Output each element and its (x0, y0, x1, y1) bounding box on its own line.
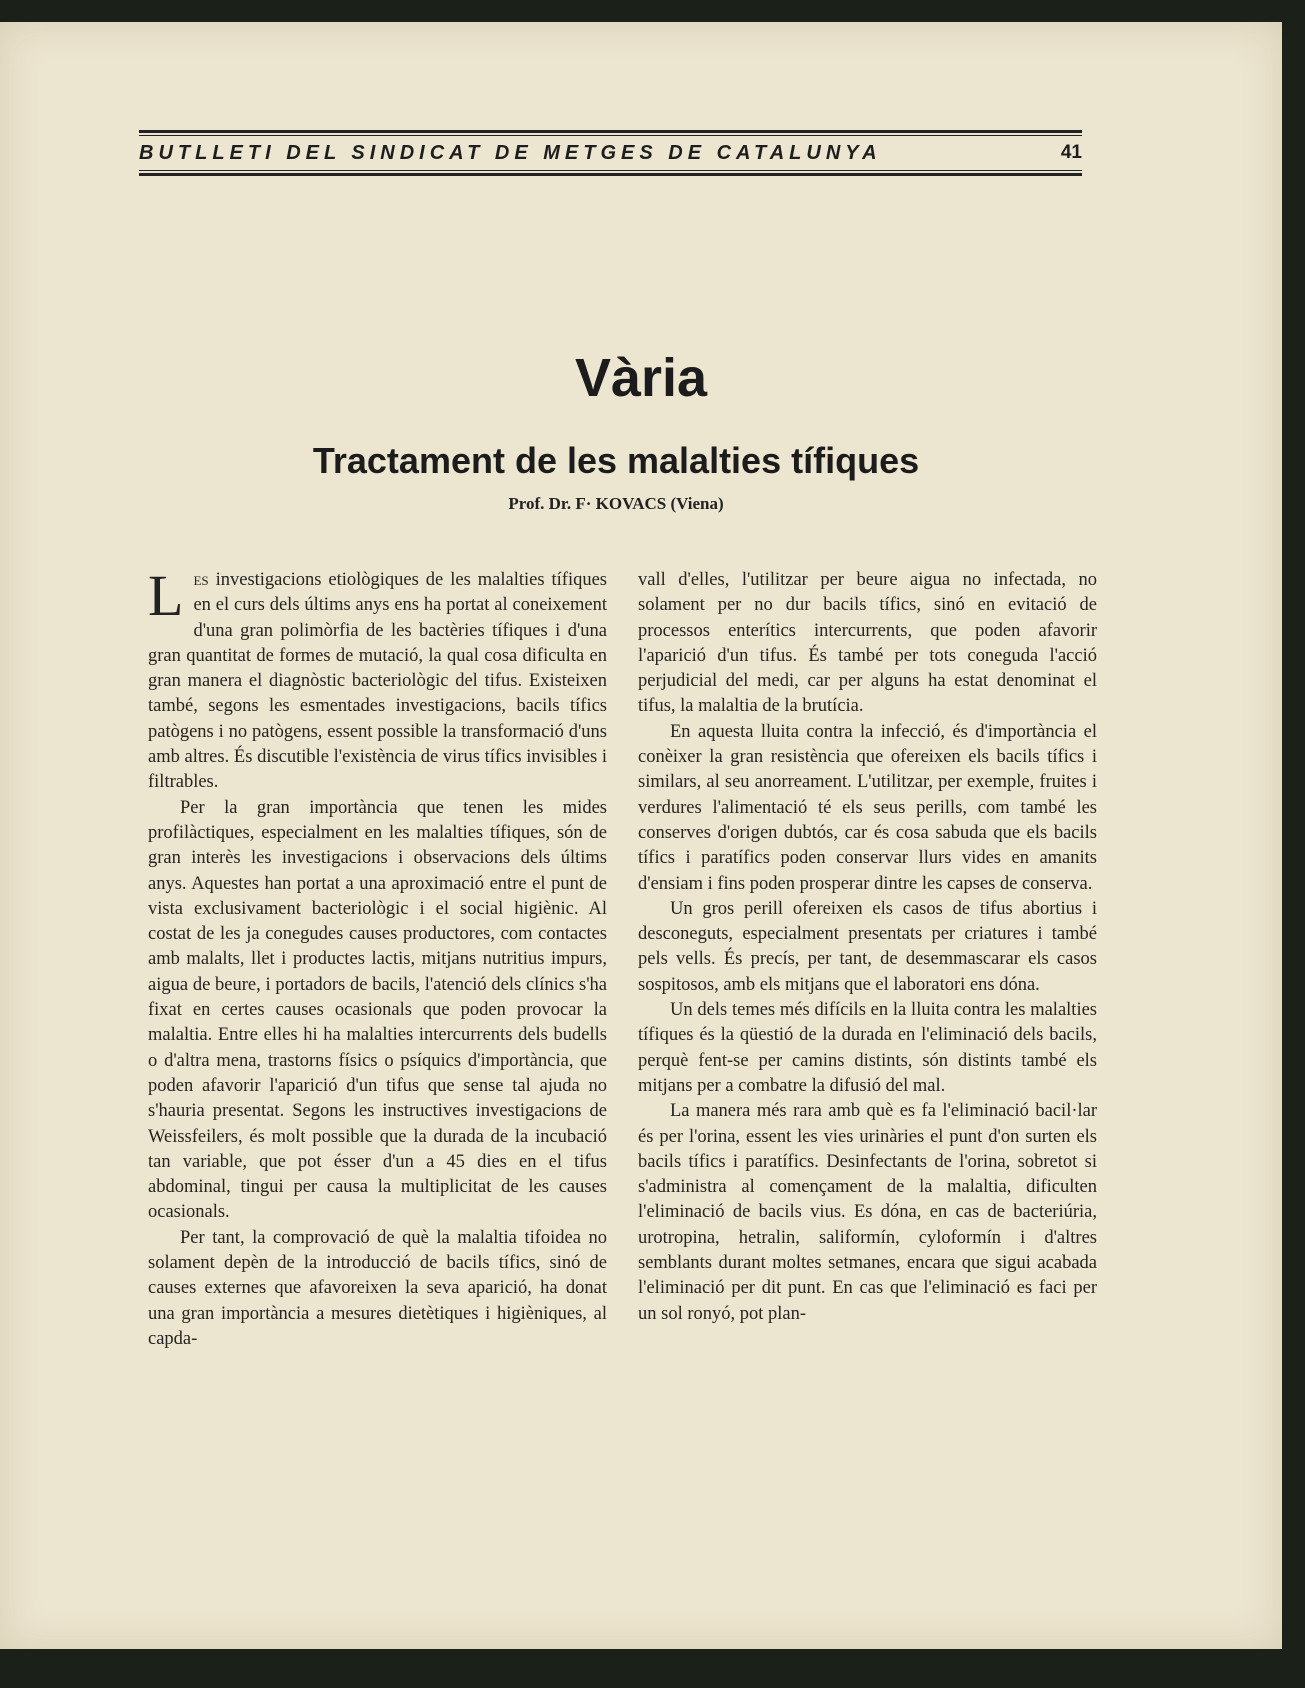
header-rule-top (139, 130, 1082, 133)
text-column-right (638, 568, 1097, 1327)
page-number: 41 (1060, 142, 1082, 163)
header-rule-bottom (139, 173, 1082, 176)
header-row (139, 136, 1082, 170)
paragraph: Un gros perill ofereixen els casos de tifus abortius i desconeguts, especialment presentats per criatures i també pels vells. És precís, per tant, de desemmascarar els casos sospitosos, amb els mitjans que el laboratori ens dóna. (638, 898, 1097, 995)
paragraph: vall d'elles, l'utilitzar per beure aigua no infectada, no solament per no dur bacils tífics, sinó en evitació de processos enterítics intercurrents, que poden afavorir l'aparició d'un tifus. És també per tots coneguda l'acció perjudicial del medi, car per alguns ha estat denominat el tifus, la malaltia de la brutícia. (638, 570, 1097, 717)
section-title: Vària (574, 348, 708, 408)
paragraph (148, 563, 608, 796)
paragraph: Per la gran importància que tenen les mides profilàctiques, especialment en les malalties tífiques, són de gran interès les investigacions i observacions dels últims anys. Aquestes han portat a una aproximació entre el punt de vista exclusivament bacteriològic i el social higiènic. Al costat de les ja conegudes causes productores, com contactes amb malalts, llet i productes lactis, mitjans nutritius impurs, aigua de beure, i portadors de bacils, l'atenció dels clínics s'ha fixat en certes causes ocasionals que poden provocar la malaltia. Entre elles hi ha malalties intercurrents dels budells o d'altra mena, trastorns físics o psíquics d'importància, que poden afavorir l'aparició d'un tifus que sense tal ajuda no s'hauria presentat. Segons les instructives investigacions de Weissfeilers, és molt possible que la durada de la incubació tan variable, que pot ésser d'un a 45 dies en el tifus abdominal, tingui per causa la multiplicitat de les causes ocasionals. (148, 797, 607, 1223)
journal-title: BUTLLETI DEL SINDICAT DE METGES DE CATALUNYA (139, 141, 882, 164)
paragraph: En aquesta lluita contra la infecció, és d'importància el conèixer la gran resistència que ofereixen els bacils tífics i similars, al seu anorreament. L'utilitzar, per exemple, fruites i verdures l'alimentació té els seus perills, com també les conserves d'origen dubtós, car és cosa sabuda que els bacils tífics i paratífics poden conservar llurs vides en amanits d'ensiam i fins poden prosperar dintre les capses de conserva. (638, 721, 1097, 894)
paragraph-text: investigacions etiològiques de les malalties tífiques en el curs dels últims anys ens ha portat al coneixement d'una gran polimòrfia de les bactèries tífiques i d'una gran quantitat de formes de mutació, la qual cosa dificulta en gran manera el diagnòstic bacteriològic del tifus. Existeixen també, segons les esmentades investigacions, bacils tífics patògens i no patògens, essent possible la transformació d'uns amb altres. És discutible l'existència de virus tífics invisibles i filtrables. (148, 570, 608, 793)
article-title: Tractament de les malalties tífiques (312, 440, 920, 481)
first-word-rest: es (193, 570, 209, 590)
paragraph: Per tant, la comprovació de què la malaltia tifoidea no solament depèn de la introducció de bacils tífics, sinó de causes externes que afavoreixen la seva aparició, ha donat una gran importància a mesures dietètiques i higièniques, al capda- (148, 1227, 607, 1349)
article-author: Prof. Dr. F· KOVACS (Viena) (508, 494, 724, 513)
drop-cap: L (148, 563, 184, 628)
paragraph: Un dels temes més difícils en la lluita contra les malalties tífiques és la qüestió de la durada en l'eliminació dels bacils, perquè fent-se per camins distints, són distints també els mitjans per a combatre la difusió del mal. (638, 1000, 1097, 1096)
paragraph: La manera més rara amb què es fa l'eliminació bacil·lar és per l'orina, essent les vies urinàries el punt d'on surten els bacils tífics i paratífics. Desinfectants de l'orina, sobretot si s'administra al començament de la malaltia, dificulten l'eliminació de bacils vius. Es dóna, en cas de bacteriúria, urotropina, hetralin, saliformín, cyloformín i d'altres semblants durant moltes setmanes, encara que sigui acabada l'eliminació per dit punt. En cas que l'eliminació es faci per un sol ronyó, pot plan- (638, 1101, 1097, 1324)
text-column-left (148, 563, 608, 1352)
running-header (139, 130, 1082, 176)
header-rule-bottom-thin (139, 170, 1082, 171)
